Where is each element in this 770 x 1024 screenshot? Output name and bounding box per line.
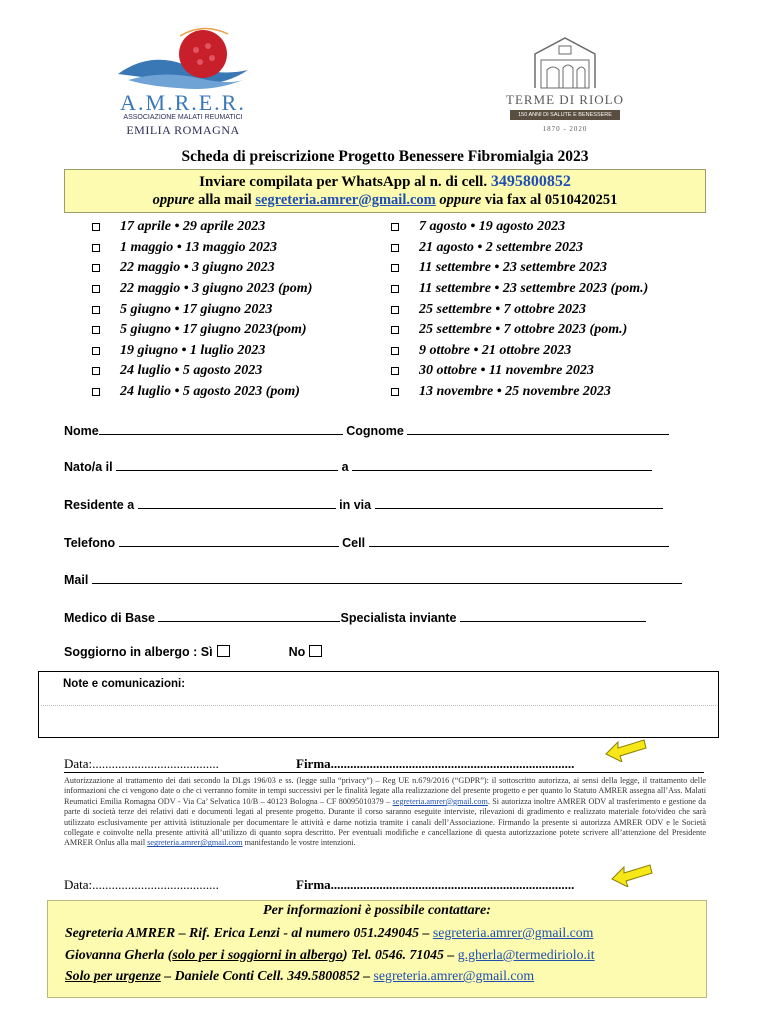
checkbox[interactable] — [391, 367, 399, 375]
cell-label: Cell — [342, 536, 366, 550]
terme-tagline: 150 ANNI DI SALUTE E BENESSERE — [510, 110, 620, 120]
date-label: 25 settembre • 7 ottobre 2023 (pom.) — [419, 322, 628, 338]
date-option[interactable] — [391, 299, 648, 320]
contact-line-1 — [65, 173, 705, 191]
notes-label: Note e comunicazioni: — [63, 678, 186, 690]
checkbox[interactable] — [92, 367, 100, 375]
soggiorno-si-checkbox[interactable] — [217, 645, 230, 657]
terme-logo — [505, 30, 625, 136]
residente-field[interactable] — [138, 498, 336, 509]
amrer-region: EMILIA ROMAGNA — [126, 123, 240, 137]
amrer-assoc: ASSOCIAZIONE MALATI REUMATICI — [123, 114, 243, 121]
segreteria-text: Segreteria AMRER – Rif. Erica Lenzi - al numero 051.249045 – — [65, 925, 430, 940]
via-field[interactable] — [375, 498, 663, 509]
dates-right-column — [391, 217, 648, 402]
checkbox[interactable] — [391, 244, 399, 252]
date-label: 24 luglio • 5 agosto 2023 — [120, 363, 263, 379]
amrer-logo — [108, 22, 258, 137]
mail-label: Mail — [64, 573, 89, 587]
date-label: 21 agosto • 2 settembre 2023 — [419, 239, 583, 255]
checkbox[interactable] — [92, 285, 100, 293]
privacy-part-1: Autorizzazione al trattamento dei dati secondo la DLgs 196/03 e ss. (legge sulla “privacy”) – Reg UE n.679/2016 (“GDPR”): il sottoscritto autorizza, ai sensi della legge, il trattamento delle informazioni che ci vengono date o che ci verranno fornite in tempi successivi per le finalità legate alla realizzazione del presente progetto e per quanto lo Statuto AMRER assegna all’Ass. Malati Reumatici Emilia Romagna ODV - Via Ca’ Selvatica 10/B – 40123 Bologna – CF 80095010379 – — [64, 776, 706, 806]
checkbox[interactable] — [391, 223, 399, 231]
privacy-text — [64, 776, 706, 849]
date-option[interactable] — [391, 382, 648, 403]
checkbox[interactable] — [391, 388, 399, 396]
checkbox[interactable] — [391, 306, 399, 314]
date-label: 25 settembre • 7 ottobre 2023 — [419, 301, 587, 317]
info-line-segreteria — [65, 925, 593, 941]
checkbox[interactable] — [391, 264, 399, 272]
row-medico — [64, 611, 646, 625]
checkbox[interactable] — [391, 326, 399, 334]
date-option[interactable] — [391, 341, 648, 362]
via-label: in via — [339, 498, 372, 512]
soggiorno-no-checkbox[interactable] — [309, 645, 322, 657]
date-option[interactable] — [92, 320, 312, 341]
row-residenza — [64, 498, 663, 512]
gherla-email-link[interactable]: g.gherla@termediriolo.it — [457, 947, 595, 962]
date-option[interactable] — [391, 279, 648, 300]
date-option[interactable] — [92, 341, 312, 362]
notes-box[interactable] — [38, 671, 719, 738]
urgenze-email-link[interactable]: segreteria.amrer@gmail.com — [373, 968, 535, 983]
urgenze-text: – Daniele Conti Cell. 349.5800852 – — [164, 968, 371, 983]
notes-line — [41, 705, 716, 706]
arrow-icon — [604, 734, 648, 762]
date-option[interactable] — [92, 258, 312, 279]
amrer-name: A.M.R.E.R. — [120, 90, 246, 115]
data-field-2[interactable]: Data:....................................... — [64, 877, 219, 892]
date-option[interactable] — [92, 217, 312, 238]
terme-years: 1870 - 2020 — [542, 125, 588, 133]
date-label: 13 novembre • 25 novembre 2023 — [419, 384, 611, 400]
date-option[interactable] — [92, 238, 312, 259]
row-nascita — [64, 460, 652, 474]
arrow-icon — [610, 859, 654, 887]
specialista-label: Specialista inviante — [340, 611, 457, 625]
telefono-label: Telefono — [64, 536, 116, 550]
cognome-label: Cognome — [346, 424, 404, 438]
checkbox[interactable] — [391, 285, 399, 293]
checkbox[interactable] — [92, 388, 100, 396]
row-nome-cognome — [64, 424, 669, 438]
date-option[interactable] — [92, 361, 312, 382]
checkbox[interactable] — [92, 244, 100, 252]
terme-building-graphic — [505, 30, 625, 90]
checkbox[interactable] — [92, 223, 100, 231]
gherla-note: solo per i soggiorni in albergo — [172, 947, 343, 962]
contact-box — [64, 169, 706, 213]
gherla-phone: ) Tel. 0546. 71045 – — [342, 947, 455, 962]
info-line-gherla — [65, 947, 595, 963]
date-label: 19 giugno • 1 luglio 2023 — [120, 342, 266, 358]
mail-text: alla mail — [198, 192, 252, 208]
dates-left-column — [92, 217, 312, 402]
date-label: 5 giugno • 17 giugno 2023(pom) — [120, 322, 307, 338]
date-label: 22 maggio • 3 giugno 2023 — [120, 260, 275, 276]
date-label: 7 agosto • 19 agosto 2023 — [419, 219, 566, 235]
data-field[interactable]: Data:....................................... — [64, 756, 219, 771]
signature-row-2 — [64, 877, 575, 893]
date-option[interactable] — [391, 238, 648, 259]
row-telefono — [64, 536, 669, 550]
date-option[interactable] — [391, 361, 648, 382]
checkbox[interactable] — [391, 347, 399, 355]
date-label: 9 ottobre • 21 ottobre 2023 — [419, 342, 572, 358]
whatsapp-phone[interactable]: 3495800852 — [490, 173, 571, 190]
nome-field[interactable] — [99, 424, 343, 435]
signature-row-1 — [64, 756, 575, 772]
telefono-field[interactable] — [119, 536, 339, 547]
specialista-field[interactable] — [460, 611, 646, 622]
date-option[interactable] — [92, 382, 312, 403]
date-label: 30 ottobre • 11 novembre 2023 — [419, 363, 594, 379]
date-option[interactable] — [92, 299, 312, 320]
nome-label: Nome — [64, 424, 99, 438]
amrer-logo-graphic — [108, 22, 258, 92]
info-line-urgenze — [65, 968, 534, 984]
gherla-name: Giovanna Gherla ( — [65, 947, 173, 962]
row-mail — [64, 573, 682, 587]
medico-field[interactable] — [158, 611, 340, 622]
privacy-email-link-2[interactable]: segreteria.amrer@gmail.com — [147, 838, 243, 848]
date-label: 1 maggio • 13 maggio 2023 — [120, 239, 277, 255]
privacy-part-2: . Si autorizza inoltre AMRER ODV al trasferimento e gestione da parte di società terze dei relativi dati e documenti legati al presente progetto. Durante il corso saranno eseguite interviste, rilevazioni di gradimento e realizzato materiale foto/video che sarà utilizzato esclusivamente per attività istituzionale per documentare le attività e darne notizia tramite i canali dell’Associazione. Firmando la presente si autorizza AMRER ODV e le Società collegate e coinvolte nella presente attività all’utilizzo di quanto sopra descritto. Per eventuali modifiche e cancellazione di questa autorizzazione potete scrivere all’attenzione del Presidente AMRER Onlus alla mail — [64, 796, 706, 848]
firma-field-2[interactable]: Firma........................................................................... — [296, 877, 575, 892]
date-label: 11 settembre • 23 settembre 2023 (pom.) — [419, 281, 649, 297]
nato-field[interactable] — [116, 460, 338, 471]
privacy-part-3: manifestando le vostre intenzioni. — [244, 838, 356, 848]
whatsapp-text: Inviare compilata per WhatsApp al n. di cell. — [199, 174, 488, 190]
date-option[interactable] — [391, 217, 648, 238]
terme-name: TERME DI RIOLO — [506, 92, 624, 107]
date-option[interactable] — [391, 258, 648, 279]
luogo-nascita-field[interactable] — [352, 460, 652, 471]
contact-email-link[interactable]: segreteria.amrer@gmail.com — [255, 192, 436, 208]
date-option[interactable] — [92, 279, 312, 300]
date-label: 22 maggio • 3 giugno 2023 (pom) — [120, 281, 313, 297]
nato-label: Nato/a il — [64, 460, 113, 474]
info-title: Per informazioni è possibile contattare: — [263, 903, 491, 918]
residente-label: Residente a — [64, 498, 135, 512]
checkbox[interactable] — [92, 306, 100, 314]
segreteria-email-link[interactable]: segreteria.amrer@gmail.com — [432, 925, 594, 940]
date-label: 11 settembre • 23 settembre 2023 — [419, 260, 608, 276]
checkbox[interactable] — [92, 326, 100, 334]
oppure-2: oppure — [439, 192, 482, 208]
no-label: No — [288, 645, 306, 659]
date-label: 5 giugno • 17 giugno 2023 — [120, 301, 273, 317]
urgenze-label: Solo per urgenze — [65, 968, 161, 983]
date-option[interactable] — [391, 320, 648, 341]
fax-text: via fax al 0510420251 — [484, 192, 618, 208]
soggiorno-label: Soggiorno in albergo : Sì — [64, 645, 213, 659]
checkbox[interactable] — [92, 264, 100, 272]
checkbox[interactable] — [92, 347, 100, 355]
oppure-1: oppure — [152, 192, 195, 208]
contact-line-2 — [65, 192, 705, 209]
firma-field[interactable]: Firma........................................................................... — [296, 756, 575, 771]
date-label: 17 aprile • 29 aprile 2023 — [120, 219, 266, 235]
row-soggiorno — [64, 645, 322, 659]
separator-line — [64, 772, 704, 773]
medico-label: Medico di Base — [64, 611, 155, 625]
cell-field[interactable] — [369, 536, 669, 547]
info-box — [47, 900, 707, 998]
date-label: 24 luglio • 5 agosto 2023 (pom) — [120, 384, 300, 400]
privacy-email-link-1[interactable]: segreteria.amrer@gmail.com — [392, 796, 488, 806]
mail-field[interactable] — [92, 573, 682, 584]
cognome-field[interactable] — [407, 424, 669, 435]
luogo-label: a — [341, 460, 349, 474]
page-title: Scheda di preiscrizione Progetto Benessere Fibromialgia 2023 — [181, 148, 589, 165]
